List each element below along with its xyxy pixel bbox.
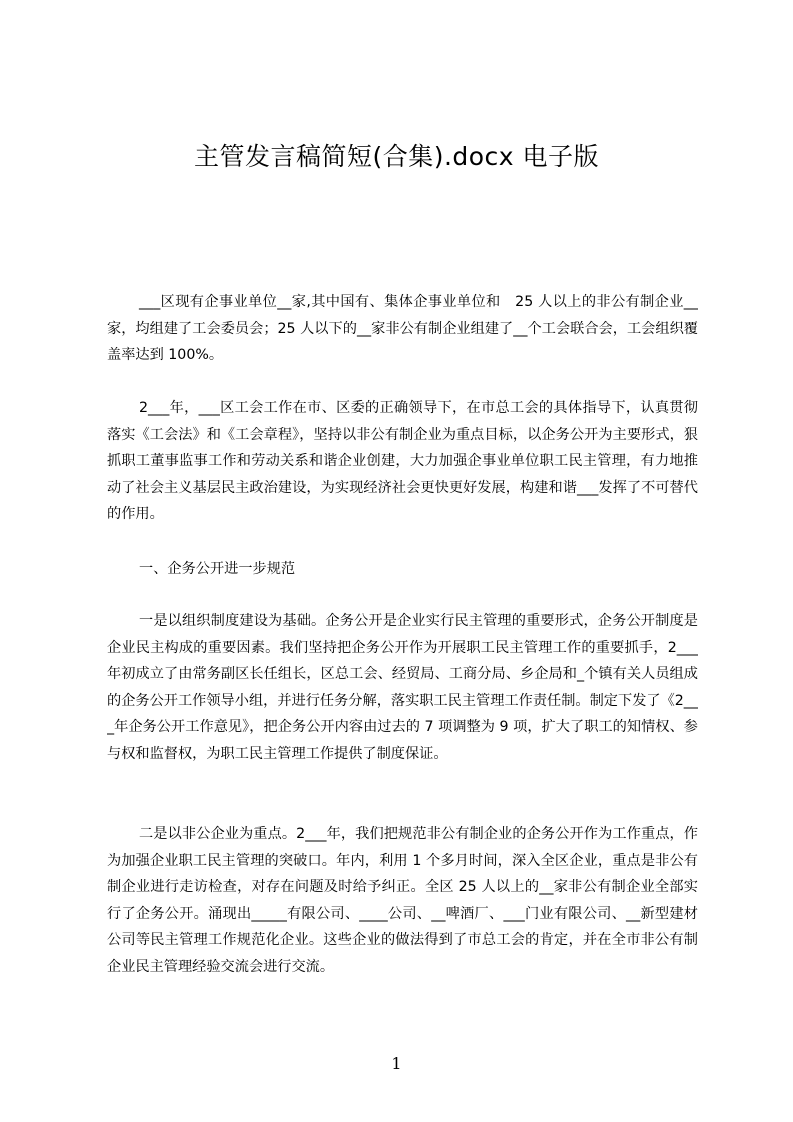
section-heading: 一、企务公开进一步规范 <box>139 561 296 577</box>
paragraph-intro: ___区现有企事业单位__家,其中国有、集体企事业单位和 25 人以上的非公有制企业__家，均组建了工会委员会；25 人以下的__家非公有制企业组建了__个工会联合会，工会组织覆盖率达到 100%。 <box>107 294 698 363</box>
paragraph-nonpublic-enterprises: 二是以非公企业为重点。2___年，我们把规范非公有制企业的企务公开作为工作重点，作为加强企业职工民主管理的突破口。年内，利用 1 个多月时间，深入全区企业，重点是非公有制企业进行走访检查，对存在问题及时给予纠正。全区 25 人以上的__家非公有制企业全部实行了企务公开。涌现出_____有限公司、____公司、__啤酒厂、___门业有限公司、__新型建材公司等民主管理工作规范化企业。这些企业的做法得到了市总工会的肯定，并在全市非公有制企业民主管理经验交流会进行交流。 <box>107 826 698 975</box>
paragraph-system-building: 一是以组织制度建设为基础。企务公开是企业实行民主管理的重要形式，企务公开制度是企业民主构成的重要因素。我们坚持把企务公开作为开展职工民主管理工作的重要抓手，2___年初成立了由常务副区长任组长，区总工会、经贸局、工商分局、乡企局和_个镇有关人员组成的企务公开工作领导小组，并进行任务分解，落实职工民主管理工作责任制。制定下发了《2___年企务公开工作意见》，把企务公开内容由过去的 7 项调整为 9 项，扩大了职工的知情权、参与权和监督权，为职工民主管理工作提供了制度保证。 <box>107 613 698 762</box>
paragraph-overview: 2___年，___区工会工作在市、区委的正确领导下，在市总工会的具体指导下，认真贯彻落实《工会法》和《工会章程》，坚持以非公有制企业为重点目标，以企务公开为主要形式，狠抓职工董事监事工作和劳动关系和谐企业创建，大力加强企事业单位职工民主管理，有力地推动了社会主义基层民主政治建设，为实现经济社会更快更好发展，构建和谐___发挥了不可替代的作用。 <box>107 400 698 522</box>
page-number: 1 <box>391 1054 402 1073</box>
document-title: 主管发言稿简短(合集).docx 电子版 <box>193 142 600 171</box>
